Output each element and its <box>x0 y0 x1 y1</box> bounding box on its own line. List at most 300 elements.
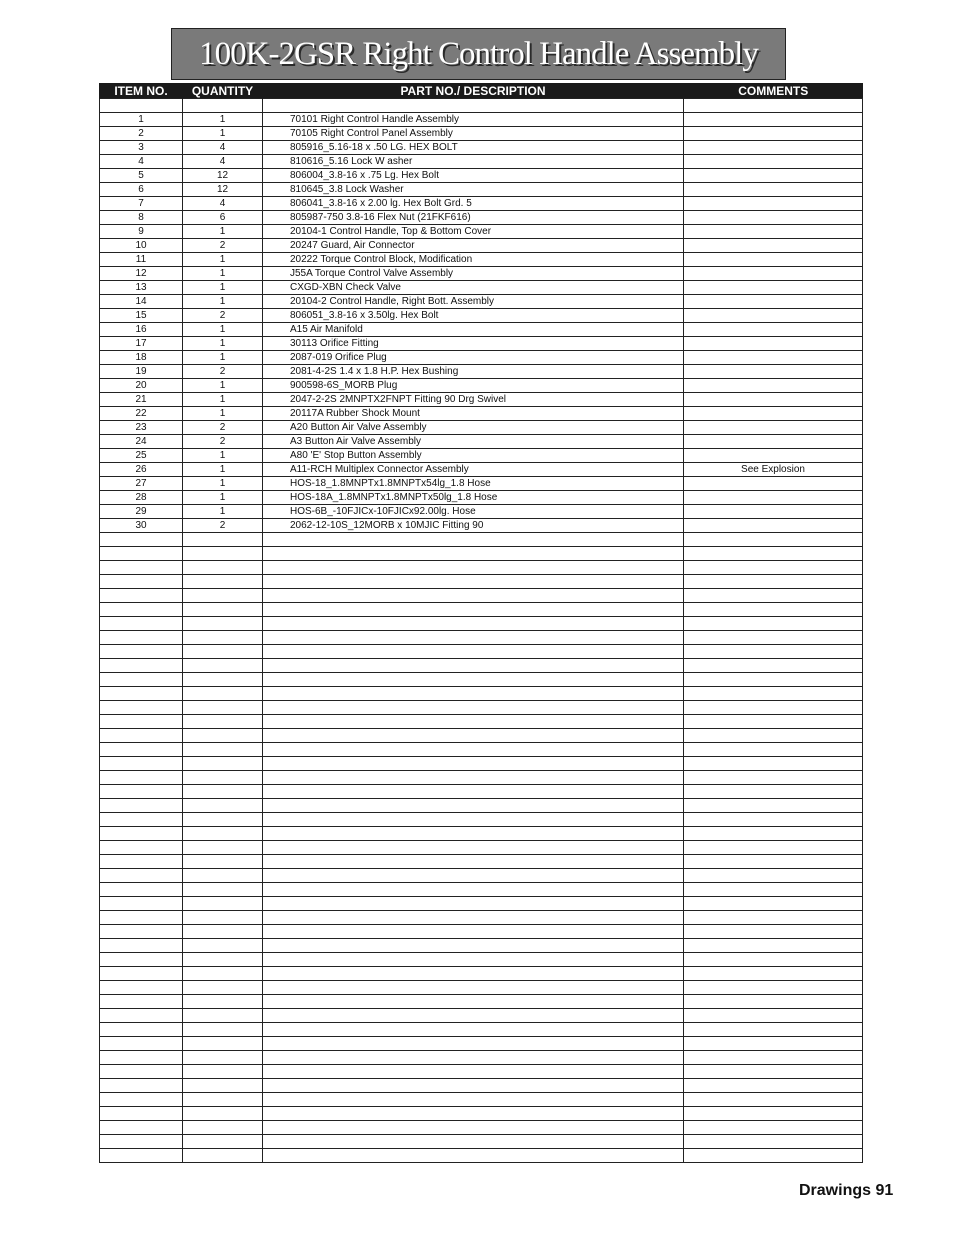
description-cell <box>263 715 684 729</box>
comments-cell <box>684 477 863 491</box>
description-cell <box>263 869 684 883</box>
comments-cell <box>684 1065 863 1079</box>
comments-cell <box>684 113 863 127</box>
comments-cell <box>684 827 863 841</box>
description-cell <box>263 799 684 813</box>
comments-cell <box>684 575 863 589</box>
item-no-cell <box>100 673 183 687</box>
table-row <box>100 141 863 155</box>
quantity-cell <box>183 785 263 799</box>
quantity-cell <box>183 659 263 673</box>
table-row-empty <box>100 785 863 799</box>
comments-cell <box>684 841 863 855</box>
comments-cell <box>684 225 863 239</box>
item-no-cell <box>100 967 183 981</box>
table-row-empty <box>100 981 863 995</box>
comments-cell <box>684 911 863 925</box>
item-no-cell: 30 <box>100 519 183 533</box>
comments-cell <box>684 771 863 785</box>
table-row-empty <box>100 799 863 813</box>
description-cell: A11-RCH Multiplex Connector Assembly <box>263 463 684 477</box>
quantity-cell <box>183 813 263 827</box>
parts-table-body <box>100 99 863 1163</box>
table-row-empty <box>100 1037 863 1051</box>
description-cell <box>263 855 684 869</box>
description-cell: 20247 Guard, Air Connector <box>263 239 684 253</box>
comments-cell <box>684 1079 863 1093</box>
table-row-empty <box>100 589 863 603</box>
quantity-cell: 2 <box>183 309 263 323</box>
item-no-cell <box>100 575 183 589</box>
column-header-item-no: ITEM NO. <box>100 83 183 99</box>
item-no-cell: 12 <box>100 267 183 281</box>
item-no-cell: 22 <box>100 407 183 421</box>
quantity-cell <box>183 743 263 757</box>
table-row <box>100 309 863 323</box>
description-cell: 20104-1 Control Handle, Top & Bottom Cover <box>263 225 684 239</box>
comments-cell <box>684 743 863 757</box>
item-no-cell <box>100 1135 183 1149</box>
parts-table <box>99 83 863 1163</box>
item-no-cell: 28 <box>100 491 183 505</box>
quantity-cell: 1 <box>183 449 263 463</box>
item-no-cell <box>100 1065 183 1079</box>
item-no-cell <box>100 1149 183 1163</box>
comments-cell <box>684 267 863 281</box>
table-row-empty <box>100 813 863 827</box>
comments-cell <box>684 379 863 393</box>
quantity-cell <box>183 911 263 925</box>
comments-cell <box>684 393 863 407</box>
quantity-cell: 6 <box>183 211 263 225</box>
description-cell <box>263 967 684 981</box>
table-row-empty <box>100 575 863 589</box>
comments-cell <box>684 533 863 547</box>
table-row-empty <box>100 757 863 771</box>
table-row <box>100 169 863 183</box>
description-cell <box>263 729 684 743</box>
comments-cell <box>684 239 863 253</box>
quantity-cell <box>183 99 263 113</box>
item-no-cell: 29 <box>100 505 183 519</box>
comments-cell <box>684 491 863 505</box>
comments-cell <box>684 1135 863 1149</box>
item-no-cell <box>100 855 183 869</box>
comments-cell <box>684 617 863 631</box>
item-no-cell: 23 <box>100 421 183 435</box>
item-no-cell <box>100 645 183 659</box>
item-no-cell <box>100 701 183 715</box>
quantity-cell <box>183 771 263 785</box>
description-cell: 20222 Torque Control Block, Modification <box>263 253 684 267</box>
description-cell: 810645_3.8 Lock Washer <box>263 183 684 197</box>
description-cell: 70105 Right Control Panel Assembly <box>263 127 684 141</box>
table-row-empty <box>100 855 863 869</box>
description-cell: 70101 Right Control Handle Assembly <box>263 113 684 127</box>
quantity-cell <box>183 855 263 869</box>
comments-cell <box>684 631 863 645</box>
quantity-cell <box>183 547 263 561</box>
item-no-cell: 2 <box>100 127 183 141</box>
quantity-cell: 1 <box>183 463 263 477</box>
quantity-cell: 1 <box>183 253 263 267</box>
table-row <box>100 351 863 365</box>
table-row <box>100 281 863 295</box>
comments-cell <box>684 1107 863 1121</box>
quantity-cell <box>183 729 263 743</box>
comments-cell <box>684 337 863 351</box>
comments-cell <box>684 603 863 617</box>
comments-cell <box>684 939 863 953</box>
table-row <box>100 211 863 225</box>
description-cell: 806004_3.8-16 x .75 Lg. Hex Bolt <box>263 169 684 183</box>
description-cell <box>263 1051 684 1065</box>
description-cell <box>263 1135 684 1149</box>
comments-cell <box>684 855 863 869</box>
quantity-cell: 1 <box>183 127 263 141</box>
comments-cell <box>684 1093 863 1107</box>
description-cell <box>263 757 684 771</box>
description-cell: A3 Button Air Valve Assembly <box>263 435 684 449</box>
item-no-cell: 4 <box>100 155 183 169</box>
table-row <box>100 435 863 449</box>
item-no-cell: 7 <box>100 197 183 211</box>
item-no-cell: 11 <box>100 253 183 267</box>
table-row-empty <box>100 827 863 841</box>
quantity-cell: 1 <box>183 407 263 421</box>
table-row-empty <box>100 729 863 743</box>
comments-cell: See Explosion <box>684 463 863 477</box>
table-row <box>100 519 863 533</box>
table-row-empty <box>100 645 863 659</box>
description-cell <box>263 1037 684 1051</box>
description-cell <box>263 533 684 547</box>
comments-cell <box>684 281 863 295</box>
comments-cell <box>684 1009 863 1023</box>
table-row-empty <box>100 841 863 855</box>
quantity-cell: 1 <box>183 281 263 295</box>
column-header-description: PART NO./ DESCRIPTION <box>263 83 684 99</box>
description-cell <box>263 547 684 561</box>
item-no-cell <box>100 561 183 575</box>
table-row-empty <box>100 869 863 883</box>
description-cell: 20104-2 Control Handle, Right Bott. Assembly <box>263 295 684 309</box>
table-row-empty <box>100 701 863 715</box>
item-no-cell <box>100 1107 183 1121</box>
quantity-cell <box>183 715 263 729</box>
page-footer: Drawings 91 <box>799 1182 894 1199</box>
description-cell: 20117A Rubber Shock Mount <box>263 407 684 421</box>
table-row-empty <box>100 1107 863 1121</box>
item-no-cell <box>100 953 183 967</box>
table-row <box>100 113 863 127</box>
quantity-cell <box>183 673 263 687</box>
comments-cell <box>684 169 863 183</box>
comments-cell <box>684 253 863 267</box>
description-cell <box>263 883 684 897</box>
quantity-cell <box>183 841 263 855</box>
item-no-cell: 14 <box>100 295 183 309</box>
item-no-cell <box>100 1023 183 1037</box>
quantity-cell: 12 <box>183 169 263 183</box>
quantity-cell <box>183 1093 263 1107</box>
description-cell <box>263 645 684 659</box>
description-cell <box>263 995 684 1009</box>
description-cell <box>263 1107 684 1121</box>
comments-cell <box>684 211 863 225</box>
comments-cell <box>684 813 863 827</box>
table-row <box>100 323 863 337</box>
column-header-quantity: QUANTITY <box>183 83 263 99</box>
quantity-cell <box>183 757 263 771</box>
comments-cell <box>684 673 863 687</box>
item-no-cell <box>100 799 183 813</box>
description-cell: 805916_5.16-18 x .50 LG. HEX BOLT <box>263 141 684 155</box>
comments-cell <box>684 589 863 603</box>
quantity-cell <box>183 939 263 953</box>
quantity-cell: 2 <box>183 519 263 533</box>
comments-cell <box>684 757 863 771</box>
description-cell <box>263 925 684 939</box>
description-cell <box>263 1121 684 1135</box>
table-row <box>100 267 863 281</box>
table-row-empty <box>100 967 863 981</box>
item-no-cell <box>100 1051 183 1065</box>
item-no-cell: 26 <box>100 463 183 477</box>
comments-cell <box>684 883 863 897</box>
table-row-empty <box>100 1149 863 1163</box>
table-row-empty <box>100 715 863 729</box>
quantity-cell: 1 <box>183 393 263 407</box>
quantity-cell <box>183 953 263 967</box>
item-no-cell <box>100 1093 183 1107</box>
comments-cell <box>684 183 863 197</box>
item-no-cell <box>100 1009 183 1023</box>
comments-cell <box>684 953 863 967</box>
quantity-cell <box>183 575 263 589</box>
comments-cell <box>684 897 863 911</box>
item-no-cell <box>100 631 183 645</box>
table-row-empty <box>100 533 863 547</box>
quantity-cell <box>183 701 263 715</box>
item-no-cell: 20 <box>100 379 183 393</box>
description-cell <box>263 897 684 911</box>
page-title: 100K-2GSR Right Control Handle Assembly <box>199 35 758 72</box>
comments-cell <box>684 869 863 883</box>
description-cell <box>263 603 684 617</box>
quantity-cell: 1 <box>183 267 263 281</box>
quantity-cell <box>183 1023 263 1037</box>
item-no-cell <box>100 589 183 603</box>
comments-cell <box>684 547 863 561</box>
title-banner <box>171 28 786 80</box>
item-no-cell: 18 <box>100 351 183 365</box>
description-cell <box>263 827 684 841</box>
description-cell <box>263 1009 684 1023</box>
item-no-cell <box>100 925 183 939</box>
column-header-comments: COMMENTS <box>684 83 863 99</box>
table-row-empty <box>100 771 863 785</box>
quantity-cell <box>183 897 263 911</box>
item-no-cell <box>100 1079 183 1093</box>
item-no-cell: 25 <box>100 449 183 463</box>
comments-cell <box>684 505 863 519</box>
quantity-cell <box>183 533 263 547</box>
description-cell <box>263 617 684 631</box>
comments-cell <box>684 967 863 981</box>
table-row-empty <box>100 1093 863 1107</box>
description-cell <box>263 785 684 799</box>
description-cell: 806041_3.8-16 x 2.00 lg. Hex Bolt Grd. 5 <box>263 197 684 211</box>
table-row-empty <box>100 1121 863 1135</box>
table-row <box>100 505 863 519</box>
quantity-cell: 2 <box>183 239 263 253</box>
description-cell <box>263 1079 684 1093</box>
item-no-cell: 3 <box>100 141 183 155</box>
item-no-cell <box>100 911 183 925</box>
table-row <box>100 155 863 169</box>
table-row-empty <box>100 939 863 953</box>
table-row-empty <box>100 911 863 925</box>
description-cell: A80 'E' Stop Button Assembly <box>263 449 684 463</box>
description-cell <box>263 1149 684 1163</box>
description-cell <box>263 631 684 645</box>
quantity-cell: 2 <box>183 435 263 449</box>
comments-cell <box>684 127 863 141</box>
item-no-cell <box>100 547 183 561</box>
item-no-cell: 19 <box>100 365 183 379</box>
quantity-cell <box>183 1135 263 1149</box>
quantity-cell <box>183 645 263 659</box>
quantity-cell <box>183 925 263 939</box>
quantity-cell <box>183 561 263 575</box>
table-row-empty <box>100 1009 863 1023</box>
quantity-cell <box>183 1065 263 1079</box>
item-no-cell: 21 <box>100 393 183 407</box>
item-no-cell: 15 <box>100 309 183 323</box>
table-row-empty <box>100 1135 863 1149</box>
quantity-cell: 2 <box>183 421 263 435</box>
item-no-cell <box>100 897 183 911</box>
item-no-cell: 10 <box>100 239 183 253</box>
item-no-cell <box>100 617 183 631</box>
comments-cell <box>684 141 863 155</box>
quantity-cell <box>183 869 263 883</box>
comments-cell <box>684 785 863 799</box>
description-cell: 2047-2-2S 2MNPTX2FNPT Fitting 90 Drg Swivel <box>263 393 684 407</box>
table-row-empty <box>100 631 863 645</box>
comments-cell <box>684 435 863 449</box>
quantity-cell: 1 <box>183 477 263 491</box>
description-cell <box>263 911 684 925</box>
item-no-cell <box>100 715 183 729</box>
table-row <box>100 127 863 141</box>
table-row-empty <box>100 99 863 113</box>
comments-cell <box>684 659 863 673</box>
description-cell <box>263 1065 684 1079</box>
quantity-cell <box>183 1107 263 1121</box>
table-row-empty <box>100 603 863 617</box>
table-row <box>100 225 863 239</box>
table-row <box>100 379 863 393</box>
comments-cell <box>684 1121 863 1135</box>
description-cell: 806051_3.8-16 x 3.50lg. Hex Bolt <box>263 309 684 323</box>
quantity-cell: 1 <box>183 225 263 239</box>
description-cell <box>263 771 684 785</box>
description-cell <box>263 743 684 757</box>
quantity-cell: 4 <box>183 197 263 211</box>
item-no-cell <box>100 785 183 799</box>
quantity-cell: 1 <box>183 351 263 365</box>
table-row <box>100 197 863 211</box>
table-header-row <box>100 83 863 99</box>
description-cell <box>263 687 684 701</box>
description-cell: 900598-6S_MORB Plug <box>263 379 684 393</box>
quantity-cell: 1 <box>183 113 263 127</box>
item-no-cell <box>100 813 183 827</box>
quantity-cell <box>183 687 263 701</box>
quantity-cell: 4 <box>183 141 263 155</box>
description-cell <box>263 701 684 715</box>
quantity-cell <box>183 1079 263 1093</box>
table-row-empty <box>100 1065 863 1079</box>
quantity-cell: 2 <box>183 365 263 379</box>
quantity-cell: 12 <box>183 183 263 197</box>
item-no-cell <box>100 1121 183 1135</box>
comments-cell <box>684 407 863 421</box>
quantity-cell <box>183 1121 263 1135</box>
item-no-cell: 1 <box>100 113 183 127</box>
comments-cell <box>684 99 863 113</box>
item-no-cell <box>100 99 183 113</box>
quantity-cell: 1 <box>183 491 263 505</box>
description-cell: 2081-4-2S 1.4 x 1.8 H.P. Hex Bushing <box>263 365 684 379</box>
comments-cell <box>684 309 863 323</box>
description-cell: 2062-12-10S_12MORB x 10MJIC Fitting 90 <box>263 519 684 533</box>
item-no-cell: 9 <box>100 225 183 239</box>
comments-cell <box>684 155 863 169</box>
description-cell <box>263 841 684 855</box>
comments-cell <box>684 449 863 463</box>
item-no-cell: 5 <box>100 169 183 183</box>
comments-cell <box>684 519 863 533</box>
item-no-cell <box>100 827 183 841</box>
description-cell: HOS-18A_1.8MNPTx1.8MNPTx50lg_1.8 Hose <box>263 491 684 505</box>
item-no-cell <box>100 841 183 855</box>
table-row-empty <box>100 1051 863 1065</box>
quantity-cell <box>183 617 263 631</box>
item-no-cell <box>100 687 183 701</box>
description-cell <box>263 561 684 575</box>
quantity-cell: 1 <box>183 337 263 351</box>
quantity-cell <box>183 967 263 981</box>
comments-cell <box>684 729 863 743</box>
description-cell <box>263 99 684 113</box>
table-row <box>100 407 863 421</box>
item-no-cell <box>100 757 183 771</box>
table-row-empty <box>100 883 863 897</box>
table-row <box>100 463 863 477</box>
description-cell: A15 Air Manifold <box>263 323 684 337</box>
quantity-cell <box>183 1037 263 1051</box>
table-row-empty <box>100 897 863 911</box>
comments-cell <box>684 715 863 729</box>
table-row <box>100 295 863 309</box>
description-cell <box>263 1093 684 1107</box>
table-row <box>100 365 863 379</box>
comments-cell <box>684 1037 863 1051</box>
item-no-cell <box>100 743 183 757</box>
